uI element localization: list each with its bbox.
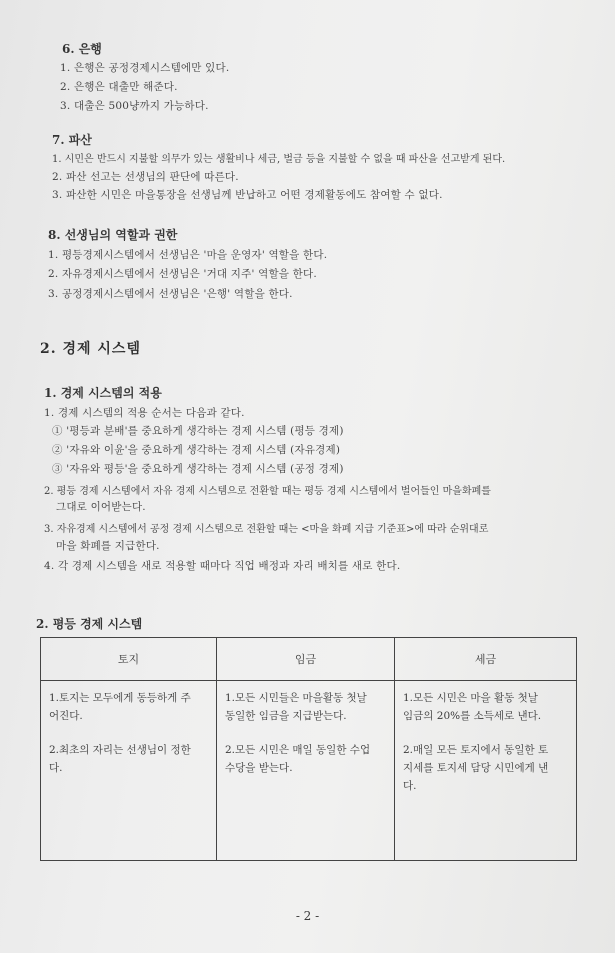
section-heading-bankruptcy: 7. 파산 [52, 133, 92, 147]
teacher-line-2: 2. 자유경제시스템에서 선생님은 '거대 지주' 역할을 한다. [48, 268, 317, 280]
wage-item-2: 2.모든 시민은 매일 동일한 수업 수당을 받는다. [225, 744, 371, 774]
application-line-9: 4. 각 경제 시스템을 새로 적용할 때마다 직업 배정과 자리 배치를 새로 한다. [44, 560, 401, 572]
application-line-3: ② '자유와 이윤'을 중요하게 생각하는 경제 시스템 (자유경제) [52, 444, 341, 456]
table-header-tax: 세금 [395, 638, 577, 681]
application-line-2: ① '평등과 분배'를 중요하게 생각하는 경제 시스템 (평등 경제) [52, 425, 344, 437]
bank-line-1: 1. 은행은 공정경제시스템에만 있다. [60, 62, 230, 74]
bank-line-2: 2. 은행은 대출만 해준다. [60, 81, 178, 93]
bankruptcy-line-1: 1. 시민은 반드시 지불할 의무가 있는 생활비나 세금, 벌금 등을 지불할 수 없을 때 파산을 선고받게 된다. [52, 154, 506, 165]
page-number: - 2 - [295, 909, 320, 923]
tax-item-1: 1.모든 시민은 마을 활동 첫날 임금의 20%를 소득세로 낸다. [403, 692, 542, 722]
section-heading-bank: 6. 은행 [62, 42, 102, 56]
tax-item-2: 2.매일 모든 토지에서 동일한 토 지세를 토지세 담당 시민에게 낸 다. [403, 744, 549, 792]
table-cell-land [41, 681, 217, 861]
sub-heading-application: 1. 경제 시스템의 적용 [44, 386, 162, 400]
sub-heading-equal-economy: 2. 평등 경제 시스템 [36, 617, 143, 631]
application-line-4: ③ '자유와 평등'을 중요하게 생각하는 경제 시스템 (공정 경제) [52, 463, 344, 475]
wage-item-1: 1.모든 시민들은 마을활동 첫날 동일한 임금을 지급받는다. [225, 692, 367, 722]
table-cell-wage [217, 681, 395, 861]
application-line-8: 마을 화폐를 지급한다. [56, 540, 160, 552]
table-cell-tax [395, 681, 577, 861]
bankruptcy-line-2: 2. 파산 선고는 선생님의 판단에 따른다. [52, 171, 239, 183]
application-line-6: 그대로 이어받는다. [56, 501, 146, 513]
teacher-line-3: 3. 공정경제시스템에서 선생님은 '은행' 역할을 한다. [48, 288, 293, 300]
land-item-1: 1.토지는 모두에게 동등하게 주 어진다. [49, 692, 191, 722]
land-item-2: 2.최초의 자리는 선생님이 정한 다. [49, 744, 191, 774]
equal-economy-table [40, 637, 577, 861]
application-line-1: 1. 경제 시스템의 적용 순서는 다음과 같다. [44, 407, 245, 419]
table-header-land: 토지 [41, 638, 217, 681]
section-heading-teacher-role: 8. 선생님의 역할과 권한 [48, 228, 178, 242]
application-line-5: 2. 평등 경제 시스템에서 자유 경제 시스템으로 전환할 때는 평등 경제 시스템에서 벌어들인 마을화폐를 [44, 486, 491, 497]
teacher-line-1: 1. 평등경제시스템에서 선생님은 '마을 운영자' 역할을 한다. [48, 249, 328, 261]
application-line-7: 3. 자유경제 시스템에서 공정 경제 시스템으로 전환할 때는 <마을 화폐 지급 기준표>에 따라 순위대로 [44, 524, 489, 535]
table-header-wage: 임금 [217, 638, 395, 681]
bankruptcy-line-3: 3. 파산한 시민은 마을통장을 선생님께 반납하고 어떤 경제활동에도 참여할 수 없다. [52, 189, 443, 201]
main-heading: 2. 경제 시스템 [40, 341, 141, 357]
bank-line-3: 3. 대출은 500냥까지 가능하다. [60, 100, 209, 112]
